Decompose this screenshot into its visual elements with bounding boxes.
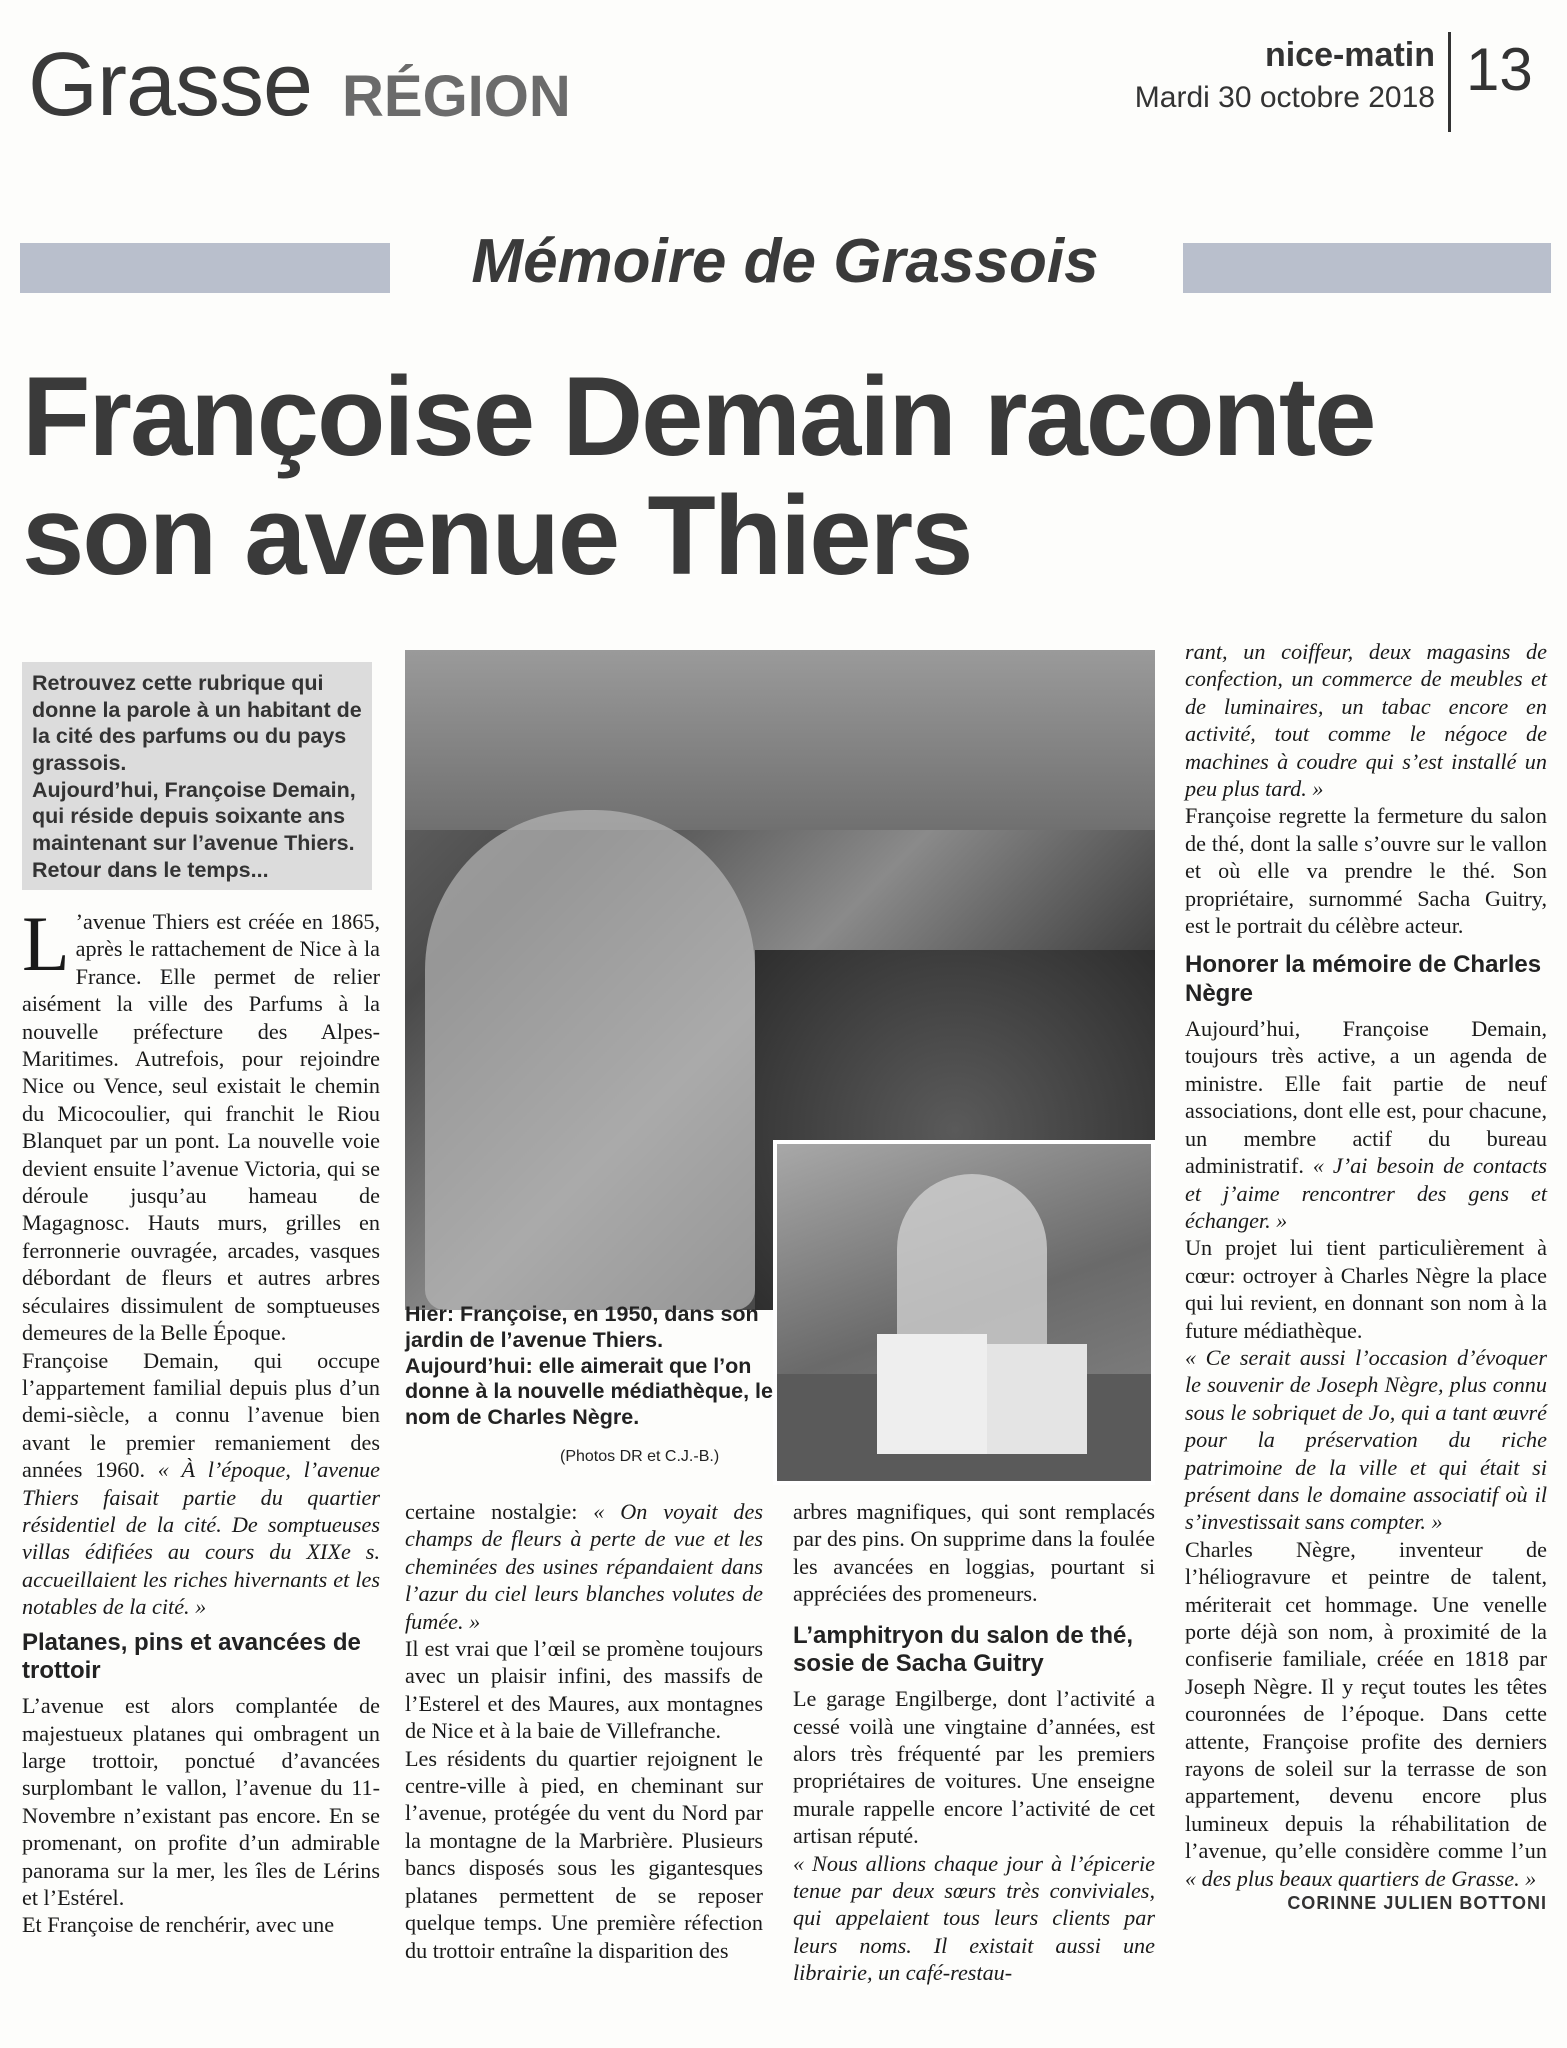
photo-today-portrait	[773, 1140, 1155, 1485]
col2-paragraph-3: Les résidents du quartier rejoignent le centre-ville à pied, en cheminant sur l’avenue, protégée du vent du Nord par la montagne de la Marbrière. Plusieurs bancs disposés sous les gigantesques platanes permettent de se reposer quelque temps. Une première réfection du trottoir entraîne la disparition des	[405, 1745, 763, 1963]
col1-paragraph-3: L’avenue est alors complantée de majestueux platanes qui ombragent un large trottoir, ponctué d’avancées surplombant le vallon, l’avenue du 11-Novembre n’existant pas encore. En se promenant, on profite d’un admirable panorama sur la mer, les îles de Lérins et l’Estérel.	[22, 1693, 380, 1910]
column-1	[22, 900, 380, 1939]
headline-line-2: son avenue Thiers	[22, 472, 972, 598]
intro-box	[22, 662, 372, 890]
col4-quote-4: « des plus beaux quartiers de Grasse. »	[1185, 1865, 1537, 1891]
col3-paragraph-1: arbres magnifiques, qui sont remplacés par des pins. On supprime dans la foulée les avancées en loggias, pourtant si appréciées des promeneurs.	[793, 1499, 1155, 1607]
subsection-title: RÉGION	[342, 64, 571, 129]
photo-caption: Hier: Françoise, en 1950, dans son jardin de l’avenue Thiers. Aujourd’hui: elle aimerait que l’on donne à la nouvelle médiathèque, le nom de Charles Nègre.	[405, 1302, 773, 1430]
col4-paragraph-3: Aujourd’hui, Françoise Demain, toujours très active, a un agenda de ministre. Elle fait partie de neuf associations, dont elle est, pour chacune, un membre actif du bureau administratif.	[1185, 1016, 1547, 1179]
subheading-platanes: Platanes, pins et avancées de trottoir	[22, 1628, 361, 1685]
column-2	[405, 1498, 763, 1964]
photo-book	[877, 1334, 987, 1454]
col2-quote-1: « On voyait des champs de fleurs à perte de vue et les cheminées des usines répandaient dans l’azur du ciel leurs blanches volutes de fumée. »	[405, 1499, 763, 1634]
col3-quote-1: « Nous allions chaque jour à l’épicerie tenue par deux sœurs très conviviales, qui appelaient tous leurs clients par leurs noms. Il existait aussi une librairie, un café-restau-	[793, 1850, 1155, 1986]
column-3	[793, 1498, 1155, 1987]
column-4	[1185, 638, 1547, 1914]
page-number: 13	[1466, 36, 1533, 103]
col4-quote-3: « Ce serait aussi l’occasion d’évoquer le souvenir de Joseph Nègre, plus connu sous le sobriquet de Jo, qui a tant œuvré pour la préservation du riche patrimoine de la ville et qui était si présent dans le domaine associatif où il s’investissait sans compter. »	[1185, 1344, 1547, 1535]
col4-paragraph-5: Charles Nègre, inventeur de l’héliogravure et peintre de talent, mériterait cet hommage. Une venelle porte déjà son nom, à proximité de la confiserie familiale, créée en 1818 par Joseph Nègre. Il y reçut toutes les têtes couronnées de l’époque. Dans cette attente, Françoise profite des derniers rayons de soleil sur la terrasse de son appartement, devenu encore plus lumineux depuis la réhabilitation de l’avenue, qu’elle considère comme l’un	[1185, 1536, 1547, 1864]
col4-paragraph-2: Françoise regrette la fermeture du salon de thé, dont la salle s’ouvre sur le vallon et où elle va prendre le thé. Son propriétaire, surnommé Sacha Guitry, est le portrait du célèbre acteur.	[1185, 803, 1547, 939]
drop-cap: L	[22, 900, 70, 987]
subheading-charles-negre: Honorer la mémoire de Charles Nègre	[1185, 951, 1542, 1008]
col2-paragraph-2: Il est vrai que l’œil se promène toujours avec un plaisir infini, des massifs de l’Esterel et des Maures, aux montagnes de Nice et à la baie de Villefranche.	[405, 1636, 763, 1744]
col4-quote-2: « J’ai besoin de contacts et j’aime rencontrer des gens et échanger. »	[1185, 1153, 1547, 1233]
intro-paragraph-1: Retrouvez cette rubrique qui donne la parole à un habitant de la cité des parfums ou du pays grassois.	[32, 671, 362, 775]
rubric-title: Mémoire de Grassois	[471, 227, 1099, 296]
col1-paragraph-2: Françoise Demain, qui occupe l’appartement familial depuis plus d’un demi-siècle, a connu l’avenue bien avant le premier remaniement des années 1960.	[22, 1347, 380, 1483]
headline	[22, 354, 1562, 598]
col3-paragraph-2: Le garage Engilberge, dont l’activité a cessé voilà une vingtaine d’années, est alors très fréquenté par les premiers propriétaires de voitures. Une enseigne murale rappelle encore l’activité de cet artisan réputé.	[793, 1686, 1155, 1849]
subheading-amphitryon: L’amphitryon du salon de thé, sosie de Sacha Guitry	[793, 1621, 1134, 1678]
col1-paragraph-1: ’avenue Thiers est créée en 1865, après le rattachement de Nice à la France. Elle permet de relier aisément la ville des Parfums à la nouvelle préfecture des Alpes-Maritimes. Autrefois, pour rejoindre Nice ou Vence, seul existait le chemin du Micocoulier, qui franchit le Riou Blanquet par un pont. La nouvelle voie devient ensuite l’avenue Victoria, qui se déroule jusqu’au hameau de Magagnosc. Hauts murs, grilles en ferronnerie ouvragée, arcades, vasques débordant de fleurs et autres arbres séculaires dissimulent de somptueuses demeures de la Belle Époque.	[22, 909, 380, 1346]
headline-line-1: Françoise Demain raconte	[22, 354, 1375, 479]
col4-quote-1: rant, un coiffeur, deux magasins de confection, un commerce de meubles et de luminaires, un tabac encore en activité, tout comme le négoce de machines à coudre qui s’est installé un peu plus tard. »	[1185, 639, 1547, 802]
photo-background	[405, 650, 1155, 830]
col1-quote-1: « À l’époque, l’avenue Thiers faisait partie du quartier résidentiel de la cité. De somptueuses villas édifiées au cours du XIXe s. accueillaient les riches hivernants et les notables de la cité. »	[22, 1457, 380, 1620]
photo-book-2	[987, 1344, 1087, 1454]
issue-date: Mardi 30 octobre 2018	[1134, 81, 1435, 114]
rubric-band-right	[1183, 243, 1551, 293]
col1-paragraph-4: Et Françoise de renchérir, avec une	[22, 1912, 335, 1938]
byline: CORINNE JULIEN BOTTONI	[1287, 1893, 1547, 1914]
intro-paragraph-2: Aujourd’hui, Françoise Demain, qui réside depuis soixante ans maintenant sur l’avenue Thiers. Retour dans le temps...	[32, 777, 356, 882]
header-divider	[1448, 32, 1451, 132]
photo-subject	[425, 810, 755, 1310]
section-title: Grasse	[28, 35, 313, 135]
col4-paragraph-4: Un projet lui tient particulièrement à cœur: octroyer à Charles Nègre la place qui lui revient, en donnant son nom à la future médiathèque.	[1185, 1235, 1547, 1343]
col2-paragraph-1: certaine nostalgie:	[405, 1499, 578, 1524]
photo-credit: (Photos DR et C.J.-B.)	[560, 1448, 720, 1465]
rubric-band-left	[20, 243, 390, 293]
newspaper-name: nice-matin	[1264, 36, 1435, 74]
